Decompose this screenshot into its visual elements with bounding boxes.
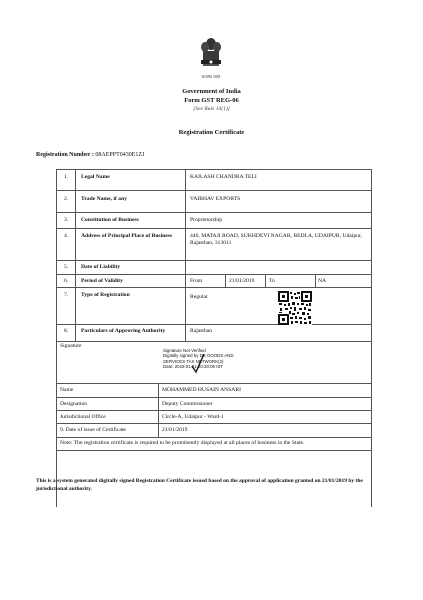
validity-to-label: To	[269, 278, 275, 284]
certificate-title: Registration Certificate	[178, 129, 245, 136]
row-3-number: 3.	[64, 217, 69, 223]
registration-number-label: Registration Number :	[36, 152, 94, 158]
signature-check-icon	[190, 352, 206, 376]
issue-date-value: 21/01/2019	[162, 427, 188, 433]
row-1-number: 1.	[64, 174, 69, 180]
designation-label: Designation	[60, 401, 88, 407]
legal-name-value: KAILASH CHANDRA TELI	[190, 174, 257, 180]
row-3-label: Constitution of Business	[81, 217, 139, 223]
validity-from-label: From	[190, 278, 203, 284]
signature-status: Signature Not Verified	[163, 348, 206, 353]
constitution-value: Proprietorship	[190, 217, 223, 223]
row-5-label: Date of Liability	[81, 264, 121, 270]
row-7-number: 7.	[64, 292, 69, 298]
registration-number	[36, 152, 144, 158]
rule-reference: [See Rule 10(1)]	[193, 106, 230, 112]
row-1-label: Legal Name	[81, 174, 110, 180]
row-2-label: Trade Name, if any	[81, 196, 127, 202]
registration-number-value: 08AEPPT0430E1ZJ	[95, 152, 145, 158]
issue-date-label: 9. Date of issue of Certificate	[60, 427, 126, 433]
validity-to-value: NA	[318, 278, 327, 284]
officer-name-label: Name	[60, 387, 74, 393]
designation-value: Deputy Commissioner	[162, 401, 213, 407]
validity-from-value: 21/01/2019	[229, 278, 255, 284]
signature-label: Signature	[60, 343, 82, 349]
signature-signer-line-2: SERVICES TAX NETWORK(2)	[163, 358, 224, 364]
row-8-number: 8.	[64, 328, 69, 334]
approving-authority-value: Rajasthan	[190, 328, 213, 334]
signature-signer-line-1: Digitally signed by DS GOODS AND	[163, 353, 234, 359]
row-7-label: Type of Registration	[81, 292, 130, 298]
row-4-number: 4.	[64, 233, 69, 239]
row-6-number: 6.	[64, 278, 69, 284]
row-6-label: Period of Validity	[81, 278, 123, 284]
national-emblem-icon	[198, 36, 224, 80]
officer-name-value: MOHAMMED HUSAIN ANSARI	[162, 387, 241, 393]
form-heading: Form GST REG-06	[184, 97, 239, 104]
jurisdictional-office-label: Jurisdictional Office	[60, 414, 106, 420]
government-heading: Government of India	[182, 88, 241, 95]
trade-name-value: VAIBHAV EXPORTS	[190, 196, 241, 202]
address-value: 446, MATAJI ROAD, SUKHDEVI NAGAR, BEDLA, UDAIPUR, Udaipur, Rajasthan, 313011	[190, 233, 362, 246]
row-8-label: Particulars of Approving Authority	[81, 328, 166, 334]
signature-date: Date: 2019.01.21 20:30:05 IST	[163, 364, 224, 370]
display-note: Note: The registration certificate is required to be prominently displayed at all places of business in the State.	[60, 440, 305, 446]
qr-code-icon	[278, 291, 312, 325]
registration-type-value: Regular	[190, 294, 208, 300]
row-5-number: 5.	[64, 264, 69, 270]
system-generated-footer: This is a system generated digitally signed Registration Certificate issued based on the approval of application granted on 21/01/2019 by the jurisdictional authority.	[36, 478, 363, 492]
row-2-number: 2.	[64, 196, 69, 202]
row-4-label: Address of Principal Place of Business	[81, 233, 173, 239]
jurisdictional-office-value: Circle-A, Udaipur - Ward-1	[162, 414, 224, 420]
emblem-caption: सत्यमेव जयते	[201, 75, 221, 79]
